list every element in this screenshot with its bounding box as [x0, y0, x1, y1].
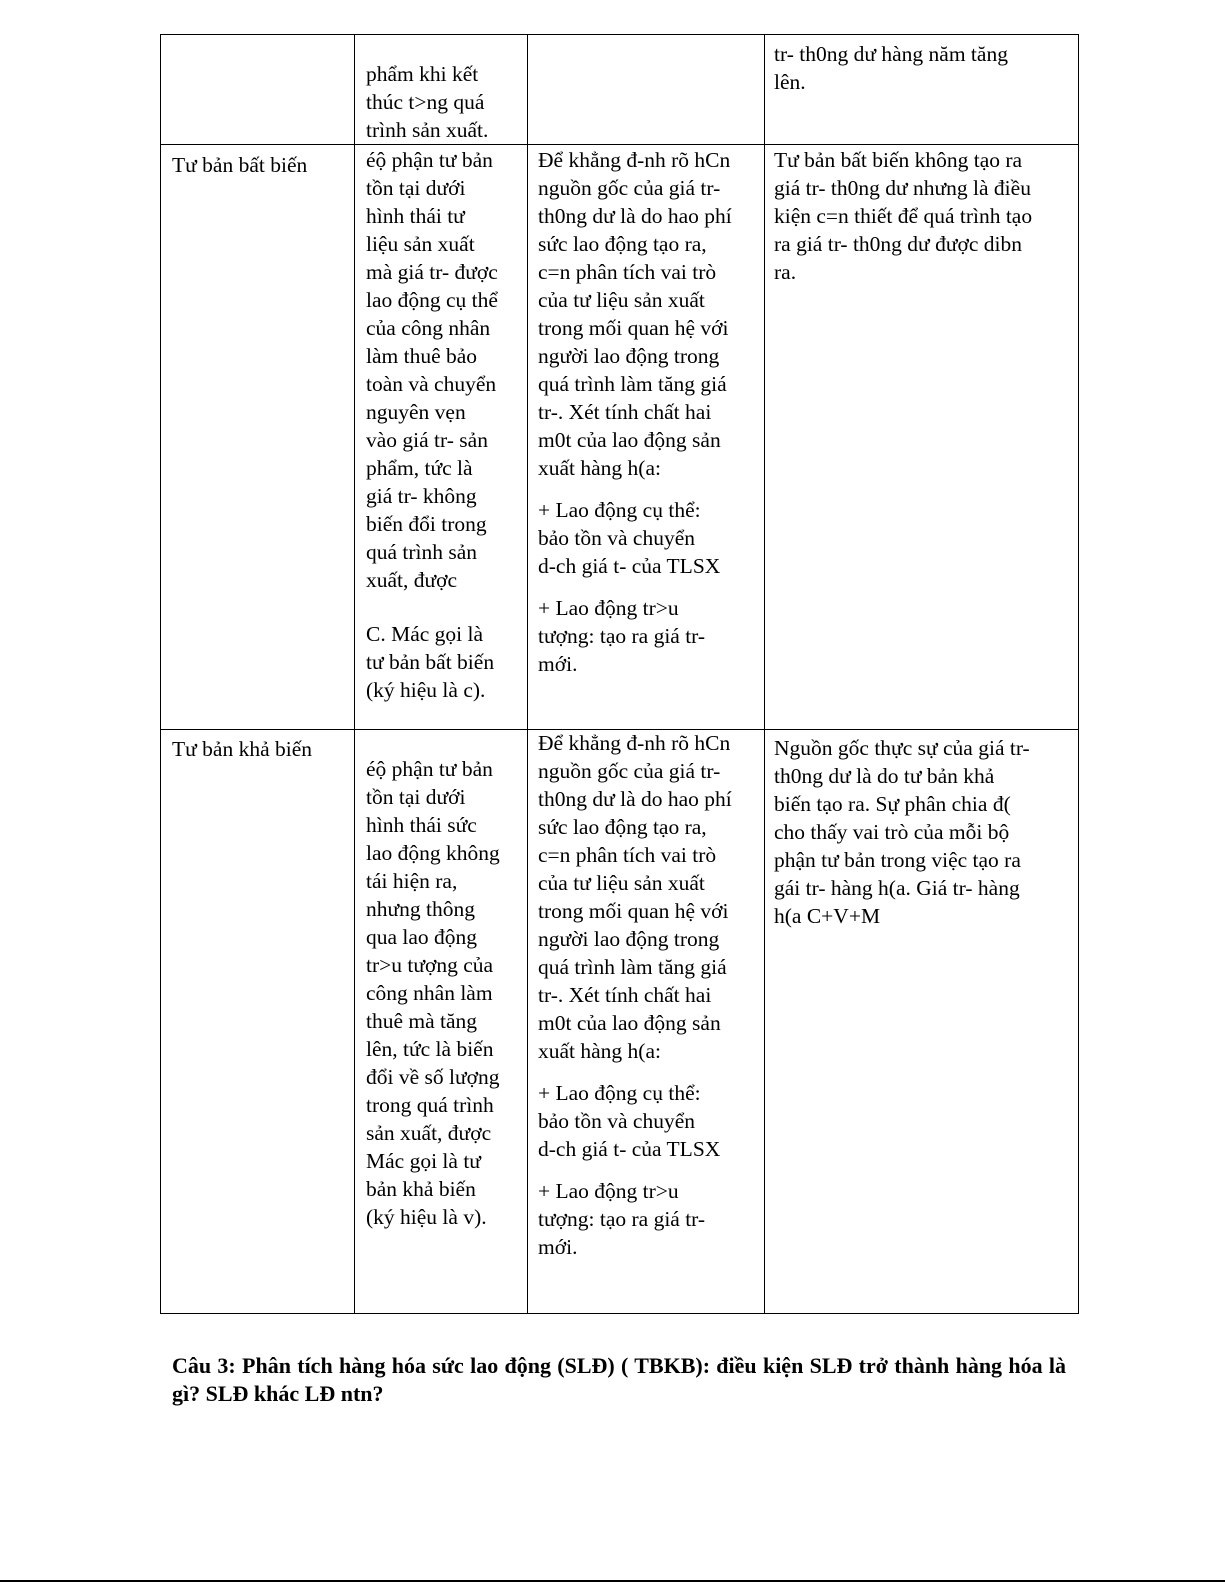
text-line: hình thái tư	[366, 204, 465, 228]
question-heading: Câu 3: Phân tích hàng hóa sức lao động (SLĐ) ( TBKB): điều kiện SLĐ trở thành hàng hóa là gì? SLĐ khác LĐ ntn?	[172, 1353, 1066, 1406]
row2-col2-text	[366, 755, 500, 1231]
text-line: mới.	[538, 652, 578, 676]
row-heading: Tư bản khả biến	[172, 737, 313, 761]
text-line: + Lao động cụ thể:	[538, 1081, 701, 1105]
text-line: kiện c=n thiết để quá trình tạo	[774, 204, 1033, 228]
text-line: Tư bản bất biến không tạo ra	[774, 148, 1023, 172]
table-border-bottom	[160, 1313, 1079, 1314]
text-line: người lao động trong	[538, 927, 720, 951]
text-line: phẩm, tức là	[366, 456, 473, 480]
text-line: hình thái sức	[366, 813, 477, 837]
text-line: gái tr- hàng h(a. Giá tr- hàng	[774, 876, 1020, 900]
text-line: (ký hiệu là v).	[366, 1205, 487, 1229]
text-line: lên, tức là biến	[366, 1037, 494, 1061]
text-line: tr>u tượng của	[366, 953, 494, 977]
text-line: biến đổi trong	[366, 512, 487, 536]
text-line: thuê mà tăng	[366, 1009, 478, 1033]
text-line: xuất hàng h(a:	[538, 456, 661, 480]
row0-col4-text	[774, 40, 1008, 96]
text-line: d-ch giá t- của TLSX	[538, 1137, 721, 1161]
text-line: h(a C+V+M	[774, 904, 881, 928]
text-line: tư bản bất biến	[366, 650, 495, 674]
text-line: c=n phân tích vai trò	[538, 260, 717, 284]
table-border-top	[160, 34, 1079, 35]
table-border-right	[1078, 34, 1079, 1314]
text-line: Để khẳng đ-nh rõ hCn	[538, 148, 731, 172]
text-line: d-ch giá t- của TLSX	[538, 554, 721, 578]
text-line: + Lao động cụ thể:	[538, 498, 701, 522]
row1-col4-text	[774, 146, 1032, 286]
table-divider-1	[354, 34, 355, 1314]
table-border-left	[160, 34, 161, 1314]
row-heading: Tư bản bất biến	[172, 153, 308, 177]
text-line: tr-. Xét tính chất hai	[538, 983, 712, 1007]
text-line: vào giá tr- sản	[366, 428, 488, 452]
text-line: người lao động trong	[538, 344, 720, 368]
text-line: quá trình làm tăng giá	[538, 955, 727, 979]
text-line: cho thấy vai trò của mỗi bộ	[774, 820, 1010, 844]
row1-col1-label	[172, 151, 307, 179]
row1-col3-text	[538, 146, 732, 678]
text-line: nguồn gốc của giá tr-	[538, 176, 721, 200]
text-line: trong quá trình	[366, 1093, 494, 1117]
text-line: làm thuê bảo	[366, 344, 478, 368]
text-line: éộ phận tư bản	[366, 757, 493, 781]
text-line: m0t của lao động sản	[538, 1011, 721, 1035]
text-line: xuất, được	[366, 568, 458, 592]
text-line: biến tạo ra. Sự phân chia đ(	[774, 792, 1011, 816]
row0-col2-text	[366, 60, 488, 144]
text-line: tồn tại dưới	[366, 176, 466, 200]
text-line: c=n phân tích vai trò	[538, 843, 717, 867]
text-line: của công nhân	[366, 316, 491, 340]
text-line: sức lao động tạo ra,	[538, 232, 707, 256]
text-line: tr-. Xét tính chất hai	[538, 400, 712, 424]
row-divider-1	[160, 144, 1079, 145]
text-line: trình sản xuất.	[366, 118, 489, 142]
text-line: giá tr- không	[366, 484, 477, 508]
text-line: giá tr- th0ng dư nhưng là điều	[774, 176, 1031, 200]
text-line: lao động không	[366, 841, 500, 865]
row2-col4-text	[774, 734, 1066, 930]
text-line: Nguồn gốc thực sự của giá tr-	[774, 736, 1030, 760]
text-line: tượng: tạo ra giá tr-	[538, 624, 706, 648]
text-line: tái hiện ra,	[366, 869, 458, 893]
text-line: nhưng thông	[366, 897, 476, 921]
text-line: phẩm khi kết	[366, 62, 479, 86]
text-line: bản khả biến	[366, 1177, 476, 1201]
text-line: Để khẳng đ-nh rõ hCn	[538, 731, 731, 755]
text-line: lao động cụ thể	[366, 288, 498, 312]
text-line: nguồn gốc của giá tr-	[538, 759, 721, 783]
text-line: m0t của lao động sản	[538, 428, 721, 452]
text-line: nguyên vẹn	[366, 400, 466, 424]
text-line: mới.	[538, 1235, 578, 1259]
text-line: sức lao động tạo ra,	[538, 815, 707, 839]
text-line: của tư liệu sản xuất	[538, 288, 705, 312]
text-line: đổi về số lượng	[366, 1065, 500, 1089]
text-line: ra giá tr- th0ng dư được dibn	[774, 232, 1022, 256]
text-line: công nhân làm	[366, 981, 493, 1005]
text-line: bảo tồn và chuyển	[538, 1109, 696, 1133]
text-line: quá trình sản	[366, 540, 478, 564]
row1-col2-text	[366, 146, 498, 704]
text-line: th0ng dư là do hao phí	[538, 787, 732, 811]
row2-col3-text	[538, 729, 732, 1261]
text-line: + Lao động tr>u	[538, 596, 679, 620]
text-line: liệu sản xuất	[366, 232, 475, 256]
text-line: sản xuất, được	[366, 1121, 492, 1145]
page-bottom-rule	[0, 1580, 1225, 1582]
text-line: tồn tại dưới	[366, 785, 466, 809]
text-line: trong mối quan hệ với	[538, 316, 729, 340]
text-line: + Lao động tr>u	[538, 1179, 679, 1203]
text-line: th0ng dư là do tư bản khả	[774, 764, 995, 788]
text-line: bảo tồn và chuyển	[538, 526, 696, 550]
text-line: lên.	[774, 70, 806, 94]
text-line: tượng: tạo ra giá tr-	[538, 1207, 706, 1231]
text-line: éộ phận tư bản	[366, 148, 493, 172]
text-line: th0ng dư là do hao phí	[538, 204, 732, 228]
text-line: qua lao động	[366, 925, 478, 949]
text-line: quá trình làm tăng giá	[538, 372, 727, 396]
text-line: (ký hiệu là c).	[366, 678, 486, 702]
text-line: C. Mác gọi là	[366, 622, 484, 646]
text-line: xuất hàng h(a:	[538, 1039, 661, 1063]
text-line: mà giá tr- được	[366, 260, 498, 284]
text-line: ra.	[774, 260, 797, 284]
text-line: thúc t>ng quá	[366, 90, 485, 114]
text-line: trong mối quan hệ với	[538, 899, 729, 923]
text-line: Mác gọi là tư	[366, 1149, 481, 1173]
table-divider-3	[764, 34, 765, 1314]
text-line: phận tư bản trong việc tạo ra	[774, 848, 1021, 872]
table-divider-2	[527, 34, 528, 1314]
row2-col1-label	[172, 735, 312, 763]
text-line: tr- th0ng dư hàng năm tăng	[774, 42, 1008, 66]
text-line: toàn và chuyển	[366, 372, 497, 396]
text-line: của tư liệu sản xuất	[538, 871, 705, 895]
